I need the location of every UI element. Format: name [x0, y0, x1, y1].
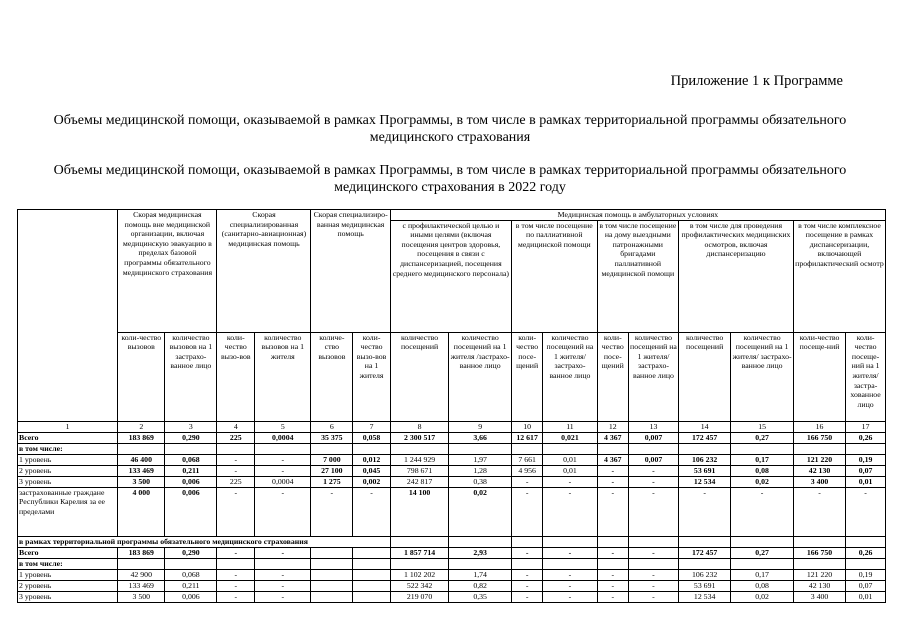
table-cell: [255, 558, 311, 569]
table-cell: -: [846, 487, 886, 536]
table-cell: 14 100: [390, 487, 448, 536]
column-header: коли-чество посеще-ний: [793, 332, 845, 421]
table-cell: [597, 536, 628, 547]
column-number: 16: [793, 421, 845, 432]
table-cell: -: [597, 487, 628, 536]
table-cell: -: [628, 580, 678, 591]
table-cell: -: [255, 547, 311, 558]
table-cell: 1,97: [449, 454, 512, 465]
table-cell: 0,01: [543, 454, 597, 465]
table-cell: [311, 580, 353, 591]
table-cell: 0,006: [165, 476, 217, 487]
table-cell: 0,27: [731, 547, 794, 558]
column-number: 1: [18, 421, 118, 432]
table-cell: -: [311, 487, 353, 536]
column-header: количество посещений: [390, 332, 448, 421]
table-cell: -: [543, 580, 597, 591]
column-number: 8: [390, 421, 448, 432]
table-cell: 12 617: [511, 432, 542, 443]
table-cell: [353, 591, 391, 602]
table-cell: [390, 558, 448, 569]
header-air-ambulance: Скорая специализированная (санитарно-авиационная) медицинская помощь: [217, 210, 311, 333]
column-header: коли-чество вызовов: [118, 332, 165, 421]
header-home-visits: в том числе посещение на дому выездными патронажными бригадами паллиативной медицинской помощи: [597, 220, 678, 332]
table-cell: [679, 443, 731, 454]
table-cell: [217, 558, 255, 569]
table-cell: [311, 547, 353, 558]
table-cell: [731, 443, 794, 454]
column-number: 12: [597, 421, 628, 432]
table-cell: [628, 558, 678, 569]
column-number: 2: [118, 421, 165, 432]
column-number: 3: [165, 421, 217, 432]
table-cell: 106 232: [679, 454, 731, 465]
column-header: коли-чество посе-щений: [511, 332, 542, 421]
table-cell: 35 375: [311, 432, 353, 443]
table-cell: -: [597, 547, 628, 558]
table-cell: 0,02: [449, 487, 512, 536]
table-cell: 1 275: [311, 476, 353, 487]
table-cell: [217, 443, 255, 454]
table-cell: -: [255, 487, 311, 536]
row-label: Всего: [18, 547, 118, 558]
table-cell: [118, 443, 165, 454]
table-cell: 1 244 929: [390, 454, 448, 465]
table-cell: 3 400: [793, 591, 845, 602]
column-number: 14: [679, 421, 731, 432]
table-cell: 0,01: [846, 591, 886, 602]
volumes-table: [17, 209, 886, 603]
table-cell: [793, 558, 845, 569]
table-cell: [165, 558, 217, 569]
table-cell: -: [628, 476, 678, 487]
table-cell: 0,26: [846, 432, 886, 443]
table-cell: 0,07: [846, 580, 886, 591]
table-cell: [543, 558, 597, 569]
table-cell: [846, 443, 886, 454]
table-cell: 0,002: [353, 476, 391, 487]
table-cell: -: [597, 580, 628, 591]
row-label: в том числе:: [18, 558, 118, 569]
table-cell: 4 956: [511, 465, 542, 476]
table-cell: 225: [217, 476, 255, 487]
table-cell: -: [255, 580, 311, 591]
table-cell: 0,07: [846, 465, 886, 476]
table-cell: [255, 443, 311, 454]
table-cell: 0,058: [353, 432, 391, 443]
column-number: 9: [449, 421, 512, 432]
table-cell: [511, 558, 542, 569]
table-cell: 4 367: [597, 454, 628, 465]
table-cell: 0,211: [165, 465, 217, 476]
table-cell: -: [543, 569, 597, 580]
row-label: 1 уровень: [18, 454, 118, 465]
table-cell: 0,27: [731, 432, 794, 443]
table-cell: 166 750: [793, 432, 845, 443]
table-row: [18, 487, 886, 536]
table-cell: 53 691: [679, 580, 731, 591]
table-cell: [311, 558, 353, 569]
table-row: [18, 547, 886, 558]
table-cell: 4 000: [118, 487, 165, 536]
table-cell: [679, 558, 731, 569]
table-row: [18, 443, 886, 454]
column-number: 13: [628, 421, 678, 432]
header-ambulatory: Медицинская помощь в амбулаторных условиях: [390, 210, 885, 221]
row-label: 3 уровень: [18, 476, 118, 487]
header-empty: [18, 210, 118, 422]
table-cell: -: [255, 454, 311, 465]
table-cell: 0,006: [165, 591, 217, 602]
table-cell: -: [597, 591, 628, 602]
table-cell: -: [255, 465, 311, 476]
table-cell: -: [793, 487, 845, 536]
table-cell: 2,93: [449, 547, 512, 558]
table-cell: 0,01: [846, 476, 886, 487]
table-cell: 172 457: [679, 547, 731, 558]
table-cell: 3 500: [118, 476, 165, 487]
table-row: [18, 591, 886, 602]
table-cell: 0,021: [543, 432, 597, 443]
table-cell: [118, 558, 165, 569]
table-cell: 0,068: [165, 569, 217, 580]
table-cell: 0,02: [731, 476, 794, 487]
table-cell: -: [628, 487, 678, 536]
table-cell: [390, 536, 448, 547]
table-cell: 0,19: [846, 569, 886, 580]
column-header: количество посещений на 1 жителя/ застрахо-ванное лицо: [731, 332, 794, 421]
table-cell: -: [511, 476, 542, 487]
column-header: количество вызовов на 1 застрахо-ванное лицо: [165, 332, 217, 421]
table-cell: 4 367: [597, 432, 628, 443]
column-number: 10: [511, 421, 542, 432]
table-cell: 42 130: [793, 465, 845, 476]
table-row: [18, 580, 886, 591]
table-cell: [165, 443, 217, 454]
table-cell: -: [597, 465, 628, 476]
table-cell: -: [543, 591, 597, 602]
table-cell: 0,19: [846, 454, 886, 465]
table-row: [18, 476, 886, 487]
table-cell: 183 869: [118, 432, 165, 443]
table-cell: -: [217, 580, 255, 591]
table-cell: -: [217, 547, 255, 558]
table-cell: 1,28: [449, 465, 512, 476]
table-cell: 0,007: [628, 432, 678, 443]
table-cell: 0,01: [543, 465, 597, 476]
table-cell: -: [597, 476, 628, 487]
column-header: количество вызовов на 1 жителя: [255, 332, 311, 421]
table-cell: 12 534: [679, 476, 731, 487]
table-cell: 1 857 714: [390, 547, 448, 558]
table-cell: 42 900: [118, 569, 165, 580]
table-cell: 0,08: [731, 580, 794, 591]
table-cell: [628, 536, 678, 547]
table-cell: -: [628, 569, 678, 580]
table-cell: [793, 443, 845, 454]
column-header: коли-чество посеще-ний на 1 жителя/ застра-хованное лицо: [846, 332, 886, 421]
table-cell: [353, 443, 391, 454]
table-cell: 133 469: [118, 465, 165, 476]
column-header: коли-чество посе-щений: [597, 332, 628, 421]
table-cell: [543, 536, 597, 547]
table-cell: 7 000: [311, 454, 353, 465]
header-checkups: в том числе для проведения профилактических медицинских осмотров, включая диспансеризацию: [679, 220, 794, 332]
table-cell: 0,068: [165, 454, 217, 465]
row-label: застрахованные граждане Республики Карелия за ее пределами: [18, 487, 118, 536]
table-cell: -: [628, 465, 678, 476]
table-cell: -: [255, 591, 311, 602]
table-cell: 0,006: [165, 487, 217, 536]
section-title: в рамках территориальной программы обязательного медицинского страхования: [18, 536, 391, 547]
table-cell: -: [543, 476, 597, 487]
table-cell: 0,012: [353, 454, 391, 465]
table-cell: -: [255, 569, 311, 580]
table-cell: -: [217, 591, 255, 602]
table-cell: -: [353, 487, 391, 536]
column-header: количество посещений на 1 жителя/ застрахо-ванное лицо: [628, 332, 678, 421]
table-cell: 121 220: [793, 569, 845, 580]
row-label: 1 уровень: [18, 569, 118, 580]
table-cell: [846, 558, 886, 569]
table-cell: 225: [217, 432, 255, 443]
column-header: количество посещений на 1 жителя/ застрахо-ванное лицо: [543, 332, 597, 421]
table-cell: 106 232: [679, 569, 731, 580]
table-row: [18, 432, 886, 443]
row-label: 2 уровень: [18, 465, 118, 476]
table-cell: [731, 536, 794, 547]
table-cell: 0,007: [628, 454, 678, 465]
table-cell: 0,290: [165, 432, 217, 443]
table-row: [18, 569, 886, 580]
appendix-label: Приложение 1 к Программе: [670, 73, 843, 89]
table-row: [18, 558, 886, 569]
table-cell: 3 500: [118, 591, 165, 602]
table-cell: [793, 536, 845, 547]
table-cell: 242 817: [390, 476, 448, 487]
table-cell: -: [511, 591, 542, 602]
table-cell: 42 130: [793, 580, 845, 591]
header-palliative: в том числе посещение по паллиативной медицинской помощи: [511, 220, 597, 332]
column-number: 15: [731, 421, 794, 432]
table-cell: -: [217, 569, 255, 580]
table-cell: [449, 536, 512, 547]
table-cell: [543, 443, 597, 454]
column-header: количество посещений на 1 жителя /застрахо-ванное лицо: [449, 332, 512, 421]
table-cell: -: [679, 487, 731, 536]
table-cell: 2 300 517: [390, 432, 448, 443]
table-cell: 12 534: [679, 591, 731, 602]
column-header: коли-чество вызо-вов: [217, 332, 255, 421]
table-cell: 183 869: [118, 547, 165, 558]
table-cell: 46 400: [118, 454, 165, 465]
table-cell: -: [731, 487, 794, 536]
table-title: Объемы медицинской помощи, оказываемой в рамках Программы, в том числе в рамках территориальной программы обязательного медицинского страхования в 2022 году: [53, 163, 847, 195]
row-label: в том числе:: [18, 443, 118, 454]
table-cell: 0,08: [731, 465, 794, 476]
column-number: 6: [311, 421, 353, 432]
table-cell: 0,26: [846, 547, 886, 558]
table-cell: 0,17: [731, 569, 794, 580]
column-header: количество посещений: [679, 332, 731, 421]
table-cell: [353, 558, 391, 569]
column-number: 5: [255, 421, 311, 432]
header-complex-visit: в том числе комплексное посещение в рамках диспансеризации, включающей профилактический осмотр: [793, 220, 885, 332]
table-cell: -: [217, 454, 255, 465]
table-cell: 3 400: [793, 476, 845, 487]
row-label: 3 уровень: [18, 591, 118, 602]
table-cell: 53 691: [679, 465, 731, 476]
table-cell: 0,045: [353, 465, 391, 476]
table-cell: 133 469: [118, 580, 165, 591]
table-cell: -: [543, 547, 597, 558]
table-cell: [449, 443, 512, 454]
table-row: [18, 454, 886, 465]
table-cell: 0,211: [165, 580, 217, 591]
table-cell: -: [511, 580, 542, 591]
table-cell: [353, 569, 391, 580]
table-cell: 0,290: [165, 547, 217, 558]
table-cell: 0,0004: [255, 432, 311, 443]
table-cell: 3,66: [449, 432, 512, 443]
table-cell: 522 342: [390, 580, 448, 591]
table-cell: [449, 558, 512, 569]
header-emergency: Скорая медицинская помощь вне медицинской организации, включая медицинскую эвакуацию в пределах базовой программы обязательного медицинского страхования: [118, 210, 217, 333]
table-cell: [311, 569, 353, 580]
table-cell: -: [511, 547, 542, 558]
table-cell: -: [628, 547, 678, 558]
table-cell: -: [217, 465, 255, 476]
table-cell: 0,17: [731, 454, 794, 465]
table-cell: 219 070: [390, 591, 448, 602]
table-cell: [731, 558, 794, 569]
table-cell: 172 457: [679, 432, 731, 443]
table-cell: [597, 443, 628, 454]
table-cell: [628, 443, 678, 454]
table-cell: 0,35: [449, 591, 512, 602]
table-cell: [597, 558, 628, 569]
table-cell: -: [217, 487, 255, 536]
table-cell: 121 220: [793, 454, 845, 465]
table-cell: -: [597, 569, 628, 580]
column-number: 7: [353, 421, 391, 432]
table-cell: 1 102 202: [390, 569, 448, 580]
row-label: 2 уровень: [18, 580, 118, 591]
header-specialized: Скорая специализиро-ванная медицинская помощь: [311, 210, 390, 333]
table-cell: [390, 443, 448, 454]
table-cell: [311, 443, 353, 454]
table-cell: 1,74: [449, 569, 512, 580]
table-cell: -: [511, 569, 542, 580]
table-cell: [679, 536, 731, 547]
table-cell: 166 750: [793, 547, 845, 558]
table-cell: [353, 547, 391, 558]
table-cell: 0,02: [731, 591, 794, 602]
table-cell: 0,0004: [255, 476, 311, 487]
table-cell: 0,82: [449, 580, 512, 591]
table-row: [18, 465, 886, 476]
table-cell: [846, 536, 886, 547]
column-header: коли-чество вызо-вов на 1 жителя: [353, 332, 391, 421]
header-preventive: с профилактической целью и иными целями (включая посещения центров здоровья, посещения в связи с диспансеризацией, посещения среднего медицинского персонала): [390, 220, 511, 332]
table-cell: -: [511, 487, 542, 536]
table-cell: [311, 591, 353, 602]
table-cell: [353, 580, 391, 591]
column-number: 17: [846, 421, 886, 432]
table-cell: 798 671: [390, 465, 448, 476]
table-cell: [511, 536, 542, 547]
row-label: Всего: [18, 432, 118, 443]
table-cell: [511, 443, 542, 454]
table-cell: -: [628, 591, 678, 602]
table-cell: 7 661: [511, 454, 542, 465]
column-header: количе-ство вызовов: [311, 332, 353, 421]
column-number: 4: [217, 421, 255, 432]
table-cell: 27 100: [311, 465, 353, 476]
section-row: [18, 536, 886, 547]
table-cell: -: [543, 487, 597, 536]
table-cell: 0,38: [449, 476, 512, 487]
column-number: 11: [543, 421, 597, 432]
document-title: Объемы медицинской помощи, оказываемой в рамках Программы, в том числе в рамках территориальной программы обязательного медицинского страхования: [53, 113, 847, 145]
